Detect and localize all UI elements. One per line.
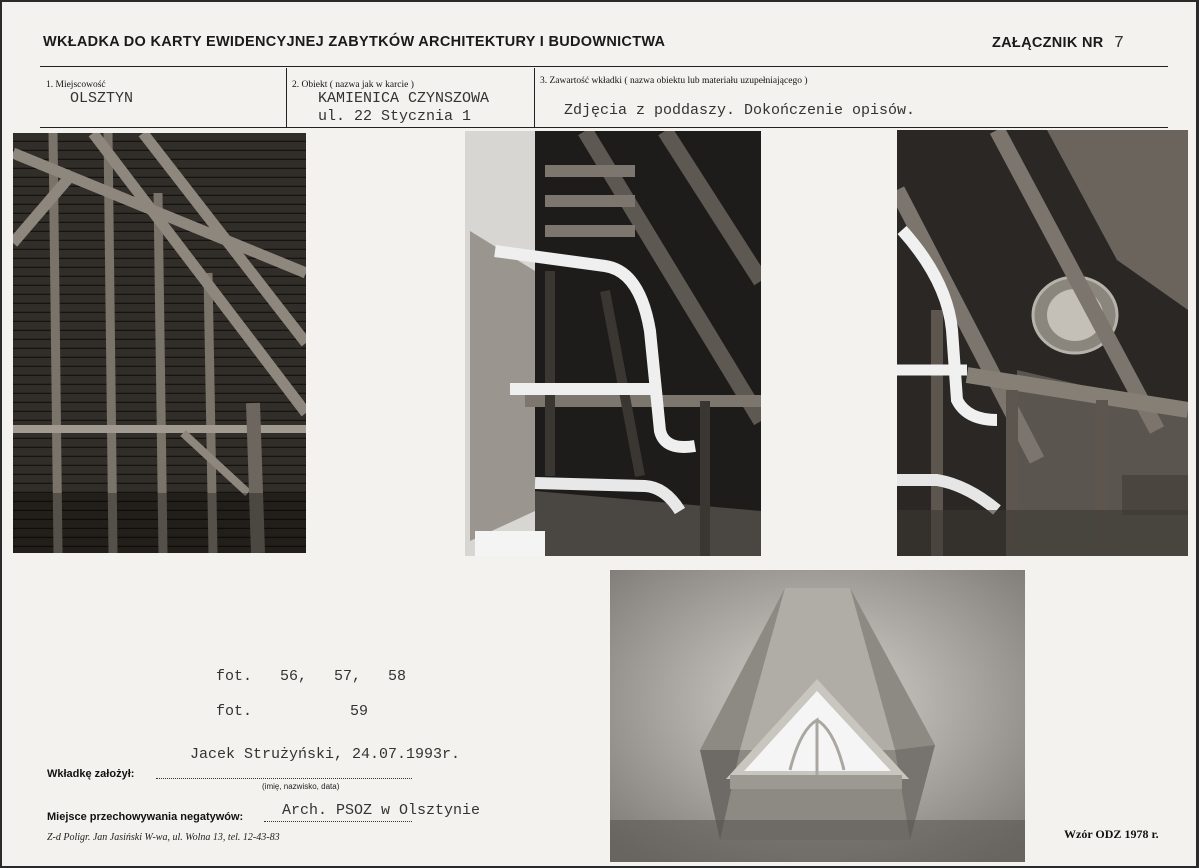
storage-value: Arch. PSOZ w Olsztynie [282,802,481,819]
photo-ref-prefix-2: fot. [216,703,253,720]
attic-photo-57 [465,131,761,556]
record-card [2,2,1196,866]
table-bottom-rule [40,127,1168,128]
photo-ref-prefix-1: fot. [216,668,253,685]
attic-oval-window-image [897,130,1188,556]
contents-label: 3. Zawartość wkładki ( nazwa obiektu lub materiału uzupełniającego ) [540,76,808,86]
object-value-line2: ul. 22 Stycznia 1 [318,108,472,125]
annex-label [992,34,1124,53]
attic-pipe-image [465,131,761,556]
form-model: Wzór ODZ 1978 r. [1064,827,1159,841]
attic-rafters-image [13,133,306,553]
author-label: Wkładkę założył: [47,768,135,780]
author-hint: (imię, nazwisko, data) [262,782,340,791]
author-value: Jacek Strużyński, 24.07.1993r. [190,746,461,763]
attic-photo-58 [897,130,1188,556]
table-top-rule [40,66,1168,67]
photo-ref-numbers-2: 59 [350,703,369,720]
object-value-line1: KAMIENICA CZYNSZOWA [318,90,490,107]
attic-photo-56 [13,133,306,553]
attic-photo-59 [610,570,1025,862]
card-title: WKŁADKA DO KARTY EWIDENCYJNEJ ZABYTKÓW ARCHITEKTURY I BUDOWNICTWA [43,34,666,50]
annex-label-text: ZAŁĄCZNIK NR [992,35,1104,51]
storage-label: Miejsce przechowywania negatywów: [47,811,244,823]
author-dotted-line [156,778,412,779]
contents-value: Zdjęcia z poddaszy. Dokończenie opisów. [564,102,916,119]
photo-ref-row-2 [180,686,368,737]
storage-dotted-line [264,821,412,822]
object-label: 2. Obiekt ( nazwa jak w karcie ) [292,80,414,90]
column-divider-1 [286,68,287,127]
column-divider-2 [534,68,535,127]
printer-imprint: Z-d Poligr. Jan Jasiński W-wa, ul. Wolna 13, tel. 12-43-83 [47,832,280,843]
annex-number: 7 [1113,34,1125,53]
locality-label: 1. Miejscowość [46,80,106,90]
photo-ref-numbers-1: 56, 57, 58 [280,668,407,685]
triangular-dormer-image [610,570,1025,862]
locality-value: OLSZTYN [70,90,134,107]
